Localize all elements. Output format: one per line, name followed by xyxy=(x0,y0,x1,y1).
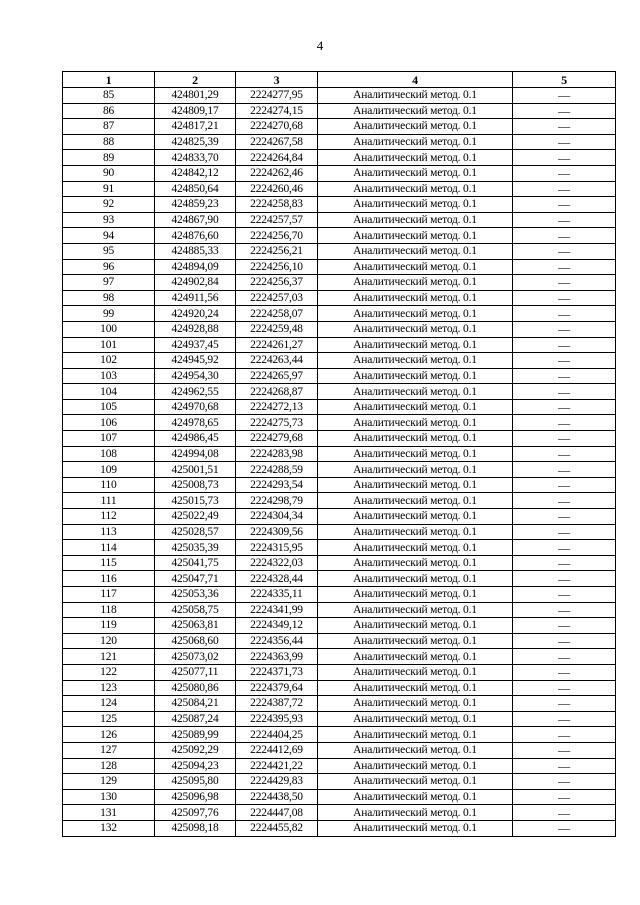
y-coordinate-cell: 2224412,69 xyxy=(236,742,318,758)
table-row xyxy=(63,477,616,493)
method-cell: Аналитический метод. 0.1 xyxy=(318,742,513,758)
method-cell: Аналитический метод. 0.1 xyxy=(318,493,513,509)
x-coordinate-cell: 424885,33 xyxy=(155,243,236,259)
note-cell: — xyxy=(513,337,616,353)
note-cell: — xyxy=(513,88,616,104)
method-cell: Аналитический метод. 0.1 xyxy=(318,368,513,384)
point-number-cell: 122 xyxy=(63,664,155,680)
x-coordinate-cell: 425041,75 xyxy=(155,555,236,571)
method-cell: Аналитический метод. 0.1 xyxy=(318,633,513,649)
x-coordinate-cell: 425097,76 xyxy=(155,805,236,821)
method-cell: Аналитический метод. 0.1 xyxy=(318,165,513,181)
table-row xyxy=(63,150,616,166)
y-coordinate-cell: 2224265,97 xyxy=(236,368,318,384)
table-row xyxy=(63,103,616,119)
method-cell: Аналитический метод. 0.1 xyxy=(318,243,513,259)
point-number-cell: 109 xyxy=(63,462,155,478)
y-coordinate-cell: 2224274,15 xyxy=(236,103,318,119)
x-coordinate-cell: 425035,39 xyxy=(155,540,236,556)
x-coordinate-cell: 424928,88 xyxy=(155,321,236,337)
note-cell: — xyxy=(513,134,616,150)
method-cell: Аналитический метод. 0.1 xyxy=(318,275,513,291)
point-number-cell: 103 xyxy=(63,368,155,384)
x-coordinate-cell: 425077,11 xyxy=(155,664,236,680)
method-cell: Аналитический метод. 0.1 xyxy=(318,571,513,587)
method-cell: Аналитический метод. 0.1 xyxy=(318,540,513,556)
y-coordinate-cell: 2224363,99 xyxy=(236,649,318,665)
y-coordinate-cell: 2224304,34 xyxy=(236,509,318,525)
x-coordinate-cell: 424962,55 xyxy=(155,384,236,400)
x-coordinate-cell: 424945,92 xyxy=(155,353,236,369)
x-coordinate-cell: 425089,99 xyxy=(155,727,236,743)
table-row xyxy=(63,228,616,244)
note-cell: — xyxy=(513,353,616,369)
note-cell: — xyxy=(513,259,616,275)
point-number-cell: 111 xyxy=(63,493,155,509)
point-number-cell: 123 xyxy=(63,680,155,696)
method-cell: Аналитический метод. 0.1 xyxy=(318,134,513,150)
note-cell: — xyxy=(513,524,616,540)
point-number-cell: 114 xyxy=(63,540,155,556)
y-coordinate-cell: 2224328,44 xyxy=(236,571,318,587)
method-cell: Аналитический метод. 0.1 xyxy=(318,384,513,400)
y-coordinate-cell: 2224429,83 xyxy=(236,774,318,790)
point-number-cell: 106 xyxy=(63,415,155,431)
x-coordinate-cell: 424970,68 xyxy=(155,399,236,415)
note-cell: — xyxy=(513,805,616,821)
header-col-4: 4 xyxy=(318,72,513,88)
point-number-cell: 110 xyxy=(63,477,155,493)
method-cell: Аналитический метод. 0.1 xyxy=(318,602,513,618)
point-number-cell: 129 xyxy=(63,774,155,790)
table-row xyxy=(63,555,616,571)
table-row xyxy=(63,275,616,291)
method-cell: Аналитический метод. 0.1 xyxy=(318,477,513,493)
x-coordinate-cell: 424978,65 xyxy=(155,415,236,431)
table-row xyxy=(63,711,616,727)
x-coordinate-cell: 425094,23 xyxy=(155,758,236,774)
table-row xyxy=(63,181,616,197)
point-number-cell: 120 xyxy=(63,633,155,649)
x-coordinate-cell: 425096,98 xyxy=(155,789,236,805)
table-row xyxy=(63,446,616,462)
y-coordinate-cell: 2224387,72 xyxy=(236,696,318,712)
method-cell: Аналитический метод. 0.1 xyxy=(318,618,513,634)
table-row xyxy=(63,680,616,696)
y-coordinate-cell: 2224455,82 xyxy=(236,820,318,836)
point-number-cell: 115 xyxy=(63,555,155,571)
point-number-cell: 104 xyxy=(63,384,155,400)
note-cell: — xyxy=(513,820,616,836)
y-coordinate-cell: 2224293,54 xyxy=(236,477,318,493)
x-coordinate-cell: 424817,21 xyxy=(155,119,236,135)
note-cell: — xyxy=(513,742,616,758)
y-coordinate-cell: 2224356,44 xyxy=(236,633,318,649)
y-coordinate-cell: 2224262,46 xyxy=(236,165,318,181)
note-cell: — xyxy=(513,602,616,618)
method-cell: Аналитический метод. 0.1 xyxy=(318,649,513,665)
header-col-5: 5 xyxy=(513,72,616,88)
note-cell: — xyxy=(513,696,616,712)
note-cell: — xyxy=(513,165,616,181)
y-coordinate-cell: 2224256,37 xyxy=(236,275,318,291)
method-cell: Аналитический метод. 0.1 xyxy=(318,353,513,369)
table-row xyxy=(63,696,616,712)
table-row xyxy=(63,649,616,665)
x-coordinate-cell: 424833,70 xyxy=(155,150,236,166)
method-cell: Аналитический метод. 0.1 xyxy=(318,103,513,119)
note-cell: — xyxy=(513,633,616,649)
note-cell: — xyxy=(513,415,616,431)
y-coordinate-cell: 2224349,12 xyxy=(236,618,318,634)
note-cell: — xyxy=(513,290,616,306)
note-cell: — xyxy=(513,321,616,337)
method-cell: Аналитический метод. 0.1 xyxy=(318,758,513,774)
method-cell: Аналитический метод. 0.1 xyxy=(318,805,513,821)
table-row xyxy=(63,119,616,135)
y-coordinate-cell: 2224298,79 xyxy=(236,493,318,509)
note-cell: — xyxy=(513,493,616,509)
method-cell: Аналитический метод. 0.1 xyxy=(318,696,513,712)
table-row xyxy=(63,243,616,259)
note-cell: — xyxy=(513,431,616,447)
x-coordinate-cell: 424994,08 xyxy=(155,446,236,462)
x-coordinate-cell: 424986,45 xyxy=(155,431,236,447)
method-cell: Аналитический метод. 0.1 xyxy=(318,119,513,135)
point-number-cell: 121 xyxy=(63,649,155,665)
point-number-cell: 91 xyxy=(63,181,155,197)
point-number-cell: 113 xyxy=(63,524,155,540)
point-number-cell: 85 xyxy=(63,88,155,104)
y-coordinate-cell: 2224264,84 xyxy=(236,150,318,166)
point-number-cell: 118 xyxy=(63,602,155,618)
y-coordinate-cell: 2224279,68 xyxy=(236,431,318,447)
y-coordinate-cell: 2224322,03 xyxy=(236,555,318,571)
y-coordinate-cell: 2224256,70 xyxy=(236,228,318,244)
x-coordinate-cell: 424920,24 xyxy=(155,306,236,322)
point-number-cell: 127 xyxy=(63,742,155,758)
method-cell: Аналитический метод. 0.1 xyxy=(318,88,513,104)
x-coordinate-cell: 424902,84 xyxy=(155,275,236,291)
x-coordinate-cell: 425092,29 xyxy=(155,742,236,758)
point-number-cell: 130 xyxy=(63,789,155,805)
method-cell: Аналитический метод. 0.1 xyxy=(318,820,513,836)
point-number-cell: 99 xyxy=(63,306,155,322)
y-coordinate-cell: 2224261,27 xyxy=(236,337,318,353)
y-coordinate-cell: 2224404,25 xyxy=(236,727,318,743)
table-row xyxy=(63,618,616,634)
note-cell: — xyxy=(513,228,616,244)
point-number-cell: 117 xyxy=(63,587,155,603)
x-coordinate-cell: 424825,39 xyxy=(155,134,236,150)
x-coordinate-cell: 425008,73 xyxy=(155,477,236,493)
point-number-cell: 107 xyxy=(63,431,155,447)
y-coordinate-cell: 2224256,10 xyxy=(236,259,318,275)
point-number-cell: 96 xyxy=(63,259,155,275)
x-coordinate-cell: 424954,30 xyxy=(155,368,236,384)
point-number-cell: 105 xyxy=(63,399,155,415)
x-coordinate-cell: 425073,02 xyxy=(155,649,236,665)
y-coordinate-cell: 2224395,93 xyxy=(236,711,318,727)
note-cell: — xyxy=(513,446,616,462)
note-cell: — xyxy=(513,306,616,322)
y-coordinate-cell: 2224256,21 xyxy=(236,243,318,259)
method-cell: Аналитический метод. 0.1 xyxy=(318,337,513,353)
method-cell: Аналитический метод. 0.1 xyxy=(318,555,513,571)
table-row xyxy=(63,524,616,540)
y-coordinate-cell: 2224257,03 xyxy=(236,290,318,306)
y-coordinate-cell: 2224272,13 xyxy=(236,399,318,415)
table-row xyxy=(63,587,616,603)
table-row xyxy=(63,509,616,525)
table-row xyxy=(63,602,616,618)
y-coordinate-cell: 2224270,68 xyxy=(236,119,318,135)
x-coordinate-cell: 425047,71 xyxy=(155,571,236,587)
note-cell: — xyxy=(513,150,616,166)
note-cell: — xyxy=(513,618,616,634)
point-number-cell: 92 xyxy=(63,197,155,213)
x-coordinate-cell: 425087,24 xyxy=(155,711,236,727)
x-coordinate-cell: 424894,09 xyxy=(155,259,236,275)
note-cell: — xyxy=(513,462,616,478)
x-coordinate-cell: 425084,21 xyxy=(155,696,236,712)
note-cell: — xyxy=(513,758,616,774)
method-cell: Аналитический метод. 0.1 xyxy=(318,197,513,213)
y-coordinate-cell: 2224275,73 xyxy=(236,415,318,431)
table-row xyxy=(63,820,616,836)
table-row xyxy=(63,540,616,556)
header-col-2: 2 xyxy=(155,72,236,88)
point-number-cell: 89 xyxy=(63,150,155,166)
point-number-cell: 112 xyxy=(63,509,155,525)
point-number-cell: 124 xyxy=(63,696,155,712)
point-number-cell: 93 xyxy=(63,212,155,228)
method-cell: Аналитический метод. 0.1 xyxy=(318,431,513,447)
note-cell: — xyxy=(513,197,616,213)
x-coordinate-cell: 424859,23 xyxy=(155,197,236,213)
note-cell: — xyxy=(513,664,616,680)
y-coordinate-cell: 2224335,11 xyxy=(236,587,318,603)
point-number-cell: 116 xyxy=(63,571,155,587)
table-row xyxy=(63,88,616,104)
y-coordinate-cell: 2224438,50 xyxy=(236,789,318,805)
point-number-cell: 90 xyxy=(63,165,155,181)
note-cell: — xyxy=(513,212,616,228)
point-number-cell: 128 xyxy=(63,758,155,774)
method-cell: Аналитический метод. 0.1 xyxy=(318,150,513,166)
header-col-3: 3 xyxy=(236,72,318,88)
table-row xyxy=(63,337,616,353)
method-cell: Аналитический метод. 0.1 xyxy=(318,680,513,696)
point-number-cell: 94 xyxy=(63,228,155,244)
coordinates-table xyxy=(62,71,616,837)
table-header xyxy=(63,72,616,88)
point-number-cell: 132 xyxy=(63,820,155,836)
note-cell: — xyxy=(513,711,616,727)
note-cell: — xyxy=(513,181,616,197)
x-coordinate-cell: 425098,18 xyxy=(155,820,236,836)
y-coordinate-cell: 2224341,99 xyxy=(236,602,318,618)
header-row xyxy=(63,72,616,88)
y-coordinate-cell: 2224421,22 xyxy=(236,758,318,774)
table-body xyxy=(63,88,616,837)
x-coordinate-cell: 425080,86 xyxy=(155,680,236,696)
note-cell: — xyxy=(513,275,616,291)
method-cell: Аналитический метод. 0.1 xyxy=(318,774,513,790)
method-cell: Аналитический метод. 0.1 xyxy=(318,789,513,805)
table-row xyxy=(63,805,616,821)
y-coordinate-cell: 2224379,64 xyxy=(236,680,318,696)
x-coordinate-cell: 424876,60 xyxy=(155,228,236,244)
x-coordinate-cell: 424850,64 xyxy=(155,181,236,197)
table-row xyxy=(63,742,616,758)
x-coordinate-cell: 425022,49 xyxy=(155,509,236,525)
point-number-cell: 95 xyxy=(63,243,155,259)
method-cell: Аналитический метод. 0.1 xyxy=(318,509,513,525)
note-cell: — xyxy=(513,368,616,384)
method-cell: Аналитический метод. 0.1 xyxy=(318,228,513,244)
point-number-cell: 97 xyxy=(63,275,155,291)
note-cell: — xyxy=(513,540,616,556)
note-cell: — xyxy=(513,103,616,119)
x-coordinate-cell: 425028,57 xyxy=(155,524,236,540)
method-cell: Аналитический метод. 0.1 xyxy=(318,462,513,478)
y-coordinate-cell: 2224315,95 xyxy=(236,540,318,556)
note-cell: — xyxy=(513,384,616,400)
table-row xyxy=(63,571,616,587)
x-coordinate-cell: 424809,17 xyxy=(155,103,236,119)
table-row xyxy=(63,462,616,478)
point-number-cell: 98 xyxy=(63,290,155,306)
table-row xyxy=(63,165,616,181)
table-row xyxy=(63,384,616,400)
x-coordinate-cell: 425058,75 xyxy=(155,602,236,618)
method-cell: Аналитический метод. 0.1 xyxy=(318,259,513,275)
page-number: 4 xyxy=(316,38,324,53)
point-number-cell: 100 xyxy=(63,321,155,337)
table-row xyxy=(63,789,616,805)
method-cell: Аналитический метод. 0.1 xyxy=(318,524,513,540)
y-coordinate-cell: 2224283,98 xyxy=(236,446,318,462)
y-coordinate-cell: 2224258,07 xyxy=(236,306,318,322)
point-number-cell: 86 xyxy=(63,103,155,119)
note-cell: — xyxy=(513,587,616,603)
header-col-1: 1 xyxy=(63,72,155,88)
method-cell: Аналитический метод. 0.1 xyxy=(318,399,513,415)
point-number-cell: 101 xyxy=(63,337,155,353)
method-cell: Аналитический метод. 0.1 xyxy=(318,181,513,197)
table-row xyxy=(63,290,616,306)
x-coordinate-cell: 425095,80 xyxy=(155,774,236,790)
note-cell: — xyxy=(513,509,616,525)
table-row xyxy=(63,321,616,337)
note-cell: — xyxy=(513,649,616,665)
y-coordinate-cell: 2224371,73 xyxy=(236,664,318,680)
table-row xyxy=(63,758,616,774)
table-row xyxy=(63,727,616,743)
table-row xyxy=(63,306,616,322)
table-row xyxy=(63,134,616,150)
method-cell: Аналитический метод. 0.1 xyxy=(318,306,513,322)
table-row xyxy=(63,259,616,275)
note-cell: — xyxy=(513,789,616,805)
table-row xyxy=(63,353,616,369)
table-row xyxy=(63,493,616,509)
x-coordinate-cell: 424842,12 xyxy=(155,165,236,181)
point-number-cell: 87 xyxy=(63,119,155,135)
point-number-cell: 88 xyxy=(63,134,155,150)
y-coordinate-cell: 2224259,48 xyxy=(236,321,318,337)
note-cell: — xyxy=(513,399,616,415)
note-cell: — xyxy=(513,477,616,493)
note-cell: — xyxy=(513,555,616,571)
x-coordinate-cell: 425053,36 xyxy=(155,587,236,603)
y-coordinate-cell: 2224257,57 xyxy=(236,212,318,228)
table-row xyxy=(63,415,616,431)
y-coordinate-cell: 2224260,46 xyxy=(236,181,318,197)
method-cell: Аналитический метод. 0.1 xyxy=(318,587,513,603)
x-coordinate-cell: 424801,29 xyxy=(155,88,236,104)
point-number-cell: 125 xyxy=(63,711,155,727)
note-cell: — xyxy=(513,774,616,790)
method-cell: Аналитический метод. 0.1 xyxy=(318,212,513,228)
table-row xyxy=(63,774,616,790)
note-cell: — xyxy=(513,119,616,135)
x-coordinate-cell: 424911,56 xyxy=(155,290,236,306)
note-cell: — xyxy=(513,243,616,259)
note-cell: — xyxy=(513,727,616,743)
y-coordinate-cell: 2224288,59 xyxy=(236,462,318,478)
point-number-cell: 108 xyxy=(63,446,155,462)
x-coordinate-cell: 424937,45 xyxy=(155,337,236,353)
method-cell: Аналитический метод. 0.1 xyxy=(318,664,513,680)
note-cell: — xyxy=(513,571,616,587)
y-coordinate-cell: 2224268,87 xyxy=(236,384,318,400)
x-coordinate-cell: 425068,60 xyxy=(155,633,236,649)
method-cell: Аналитический метод. 0.1 xyxy=(318,727,513,743)
method-cell: Аналитический метод. 0.1 xyxy=(318,415,513,431)
x-coordinate-cell: 424867,90 xyxy=(155,212,236,228)
x-coordinate-cell: 425063,81 xyxy=(155,618,236,634)
note-cell: — xyxy=(513,680,616,696)
y-coordinate-cell: 2224277,95 xyxy=(236,88,318,104)
y-coordinate-cell: 2224309,56 xyxy=(236,524,318,540)
y-coordinate-cell: 2224447,08 xyxy=(236,805,318,821)
table-row xyxy=(63,368,616,384)
table-row xyxy=(63,399,616,415)
point-number-cell: 119 xyxy=(63,618,155,634)
y-coordinate-cell: 2224258,83 xyxy=(236,197,318,213)
table-row xyxy=(63,664,616,680)
method-cell: Аналитический метод. 0.1 xyxy=(318,711,513,727)
y-coordinate-cell: 2224263,44 xyxy=(236,353,318,369)
x-coordinate-cell: 425001,51 xyxy=(155,462,236,478)
method-cell: Аналитический метод. 0.1 xyxy=(318,321,513,337)
table-row xyxy=(63,212,616,228)
y-coordinate-cell: 2224267,58 xyxy=(236,134,318,150)
method-cell: Аналитический метод. 0.1 xyxy=(318,446,513,462)
point-number-cell: 131 xyxy=(63,805,155,821)
point-number-cell: 102 xyxy=(63,353,155,369)
table-row xyxy=(63,431,616,447)
table-row xyxy=(63,197,616,213)
point-number-cell: 126 xyxy=(63,727,155,743)
method-cell: Аналитический метод. 0.1 xyxy=(318,290,513,306)
table-row xyxy=(63,633,616,649)
x-coordinate-cell: 425015,73 xyxy=(155,493,236,509)
